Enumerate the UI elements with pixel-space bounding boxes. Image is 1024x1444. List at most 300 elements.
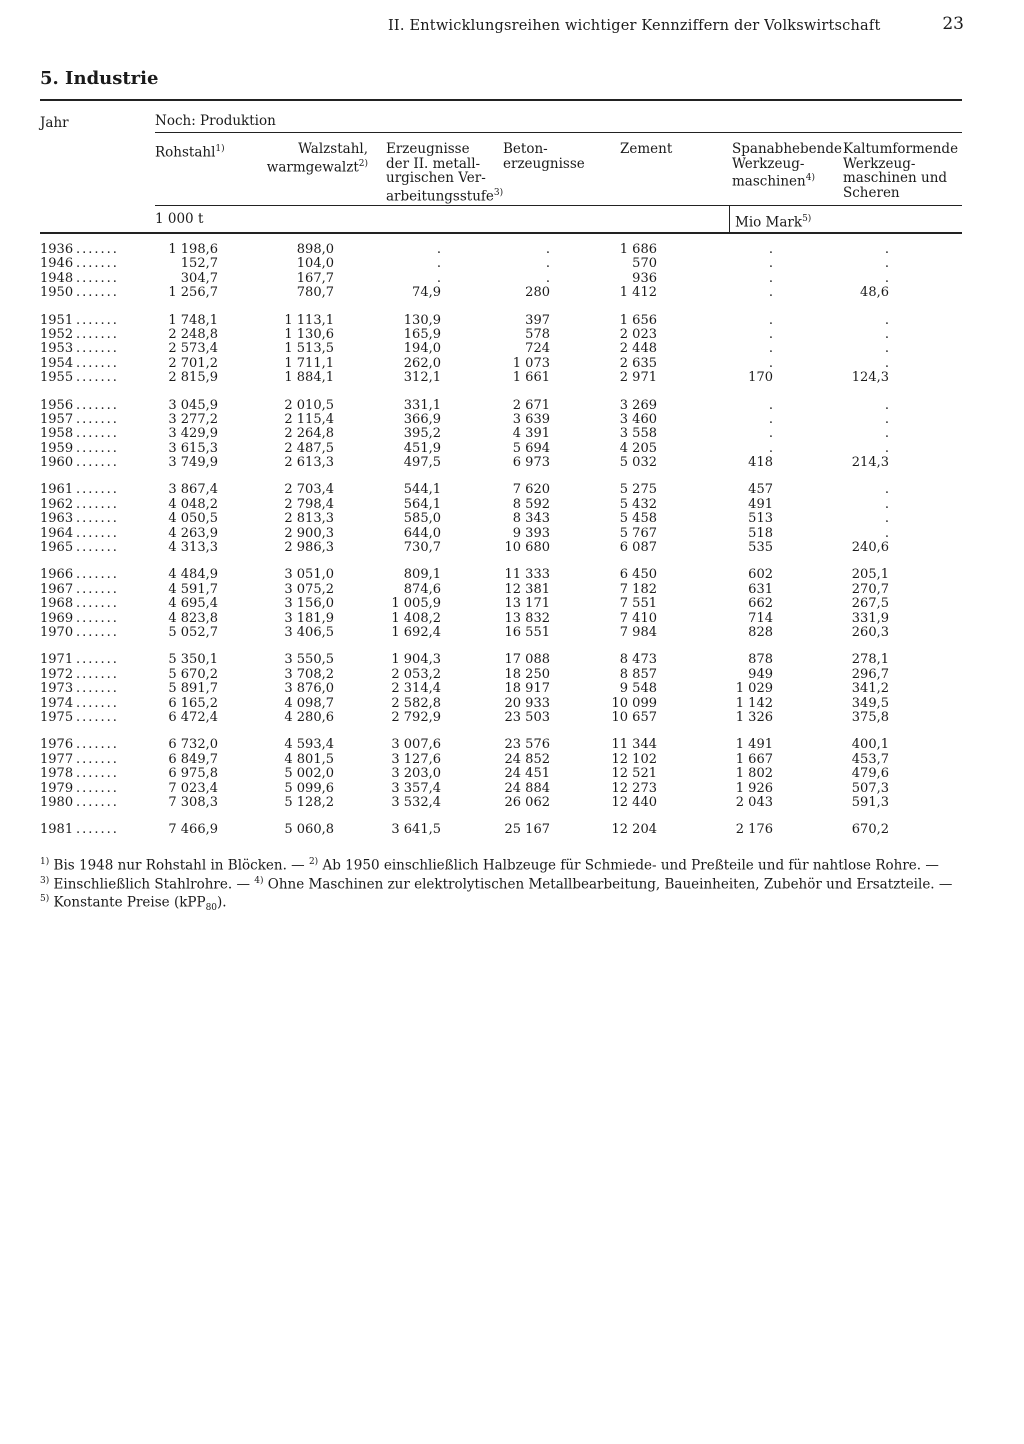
leader-dots: ....... <box>76 780 119 796</box>
value-cell: 453,7 <box>851 751 889 767</box>
value-cell: 165,9 <box>403 326 441 342</box>
value-cell: 3 181,9 <box>284 610 334 626</box>
value-cell: 3 045,9 <box>168 397 218 413</box>
value-cell: . <box>436 270 441 286</box>
year-cell: 1936 <box>40 242 74 257</box>
table-row <box>0 512 1024 526</box>
value-cell: . <box>768 312 773 328</box>
footnote-line-2: $^{3)}$ Einschließlich Stahlrohre. — $^{4)}$ Ohne Maschinen zur elektrolytischen Metallbearbeitung, Baueinheiten, Zubehör und Ersatzteile. — <box>40 875 953 892</box>
value-cell: 518 <box>748 525 773 541</box>
value-cell: 418 <box>748 455 773 471</box>
value-cell: 2 176 <box>735 822 773 838</box>
table-row <box>0 257 1024 271</box>
table-row <box>0 483 1024 497</box>
year-cell: 1974 <box>40 695 74 711</box>
year-cell: 1979 <box>40 780 74 796</box>
year-cell: 1957 <box>40 411 74 427</box>
leader-dots: ....... <box>76 312 119 328</box>
value-cell: 7 023,4 <box>168 780 218 796</box>
value-cell: 16 551 <box>504 624 550 640</box>
unit-label-mio-mark: Mio Mark$^{5)}$ <box>735 214 812 231</box>
value-cell: 5 432 <box>619 496 657 512</box>
value-cell: . <box>768 256 773 272</box>
value-cell: 2 487,5 <box>284 440 334 456</box>
leader-dots: ....... <box>76 326 119 342</box>
value-cell: 3 641,5 <box>391 822 441 838</box>
table-body <box>0 243 1024 838</box>
year-cell: 1969 <box>40 610 74 626</box>
value-cell: 397 <box>525 312 550 328</box>
year-cell: 1953 <box>40 341 74 357</box>
value-cell: 12 521 <box>611 766 657 782</box>
value-cell: 23 503 <box>504 709 550 725</box>
value-cell: 6 165,2 <box>168 695 218 711</box>
value-cell: 780,7 <box>296 285 334 301</box>
value-cell: 3 156,0 <box>284 596 334 612</box>
value-cell: 1 198,6 <box>168 242 218 257</box>
value-cell: 24 884 <box>504 780 550 796</box>
year-cell: 1955 <box>40 370 74 386</box>
table-row <box>0 612 1024 626</box>
table-row <box>0 753 1024 767</box>
value-cell: 3 269 <box>619 397 657 413</box>
value-cell: . <box>884 312 889 328</box>
value-cell: 1 926 <box>735 780 773 796</box>
table-row <box>0 668 1024 682</box>
value-cell: 585,0 <box>403 511 441 527</box>
value-cell: 3 429,9 <box>168 426 218 442</box>
value-cell: 3 708,2 <box>284 666 334 682</box>
year-cell: 1970 <box>40 624 74 640</box>
value-cell: 10 657 <box>611 709 657 725</box>
value-cell: 1 073 <box>512 355 550 371</box>
value-cell: 7 984 <box>619 624 657 640</box>
value-cell: 3 051,0 <box>284 567 334 583</box>
leader-dots: ....... <box>76 496 119 512</box>
value-cell: 4 050,5 <box>168 511 218 527</box>
section-title: 5. Industrie <box>40 68 159 89</box>
value-cell: 2 573,4 <box>168 341 218 357</box>
leader-dots: ....... <box>76 511 119 527</box>
value-cell: 4 280,6 <box>284 709 334 725</box>
year-cell: 1980 <box>40 794 74 810</box>
value-cell: 104,0 <box>296 256 334 272</box>
leader-dots: ....... <box>76 370 119 386</box>
value-cell: . <box>436 242 441 257</box>
value-cell: 24 451 <box>504 766 550 782</box>
value-cell: 4 098,7 <box>284 695 334 711</box>
value-cell: 507,3 <box>851 780 889 796</box>
value-cell: 457 <box>748 482 773 498</box>
value-cell: 3 007,6 <box>391 737 441 753</box>
year-cell: 1961 <box>40 482 74 498</box>
value-cell: . <box>768 411 773 427</box>
value-cell: 3 532,4 <box>391 794 441 810</box>
leader-dots: ....... <box>76 666 119 682</box>
units-top-rule <box>155 205 962 206</box>
leader-dots: ....... <box>76 525 119 541</box>
value-cell: 4 313,3 <box>168 540 218 556</box>
leader-dots: ....... <box>76 482 119 498</box>
group-header: Noch: Produktion <box>155 113 276 129</box>
value-cell: 17 088 <box>504 652 550 668</box>
value-cell: 564,1 <box>403 496 441 512</box>
table-row <box>0 371 1024 385</box>
leader-dots: ....... <box>76 567 119 583</box>
value-cell: 18 917 <box>504 681 550 697</box>
leader-dots: ....... <box>76 652 119 668</box>
value-cell: 6 450 <box>619 567 657 583</box>
value-cell: 395,2 <box>403 426 441 442</box>
value-cell: 280 <box>525 285 550 301</box>
value-cell: 6 973 <box>512 455 550 471</box>
value-cell: 602 <box>748 567 773 583</box>
value-cell: 3 550,5 <box>284 652 334 668</box>
value-cell: 260,3 <box>851 624 889 640</box>
leader-dots: ....... <box>76 624 119 640</box>
value-cell: 5 458 <box>619 511 657 527</box>
value-cell: . <box>884 341 889 357</box>
unit-divider <box>729 205 730 232</box>
value-cell: 3 558 <box>619 426 657 442</box>
value-cell: 2 792,9 <box>391 709 441 725</box>
value-cell: 5 128,2 <box>284 794 334 810</box>
leader-dots: ....... <box>76 822 119 838</box>
leader-dots: ....... <box>76 455 119 471</box>
year-cell: 1981 <box>40 822 74 838</box>
value-cell: 5 891,7 <box>168 681 218 697</box>
value-cell: 2 813,3 <box>284 511 334 527</box>
value-cell: 1 667 <box>735 751 773 767</box>
value-cell: 12 204 <box>611 822 657 838</box>
value-cell: . <box>884 397 889 413</box>
leader-dots: ....... <box>76 341 119 357</box>
year-cell: 1952 <box>40 326 74 342</box>
leader-dots: ....... <box>76 355 119 371</box>
leader-dots: ....... <box>76 270 119 286</box>
value-cell: 4 593,4 <box>284 737 334 753</box>
leader-dots: ....... <box>76 256 119 272</box>
leader-dots: ....... <box>76 581 119 597</box>
value-cell: 9 393 <box>512 525 550 541</box>
value-cell: 3 277,2 <box>168 411 218 427</box>
year-cell: 1973 <box>40 681 74 697</box>
value-cell: 1 711,1 <box>284 355 334 371</box>
value-cell: 341,2 <box>851 681 889 697</box>
value-cell: 949 <box>748 666 773 682</box>
value-cell: 26 062 <box>504 794 550 810</box>
year-cell: 1951 <box>40 312 74 328</box>
value-cell: 1 661 <box>512 370 550 386</box>
value-cell: 366,9 <box>403 411 441 427</box>
leader-dots: ....... <box>76 737 119 753</box>
column-header-betonerzeugnisse: Beton- erzeugnisse <box>503 141 585 172</box>
value-cell: . <box>884 256 889 272</box>
value-cell: 10 680 <box>504 540 550 556</box>
value-cell: 3 357,4 <box>391 780 441 796</box>
value-cell: . <box>768 355 773 371</box>
value-cell: 167,7 <box>296 270 334 286</box>
value-cell: 497,5 <box>403 455 441 471</box>
value-cell: 130,9 <box>403 312 441 328</box>
value-cell: 8 343 <box>512 511 550 527</box>
column-header-spanabhebende: Spanabhebende Werkzeug- maschinen$^{4)}$ <box>732 141 842 190</box>
value-cell: 878 <box>748 652 773 668</box>
table-row <box>0 342 1024 356</box>
leader-dots: ....... <box>76 794 119 810</box>
value-cell: 2 264,8 <box>284 426 334 442</box>
value-cell: 2 314,4 <box>391 681 441 697</box>
value-cell: . <box>768 326 773 342</box>
value-cell: 2 448 <box>619 341 657 357</box>
value-cell: 544,1 <box>403 482 441 498</box>
value-cell: 2 703,4 <box>284 482 334 498</box>
value-cell: 2 010,5 <box>284 397 334 413</box>
value-cell: 267,5 <box>851 596 889 612</box>
value-cell: 296,7 <box>851 666 889 682</box>
value-cell: 6 849,7 <box>168 751 218 767</box>
value-cell: 2 986,3 <box>284 540 334 556</box>
value-cell: 724 <box>525 341 550 357</box>
table-row <box>0 272 1024 286</box>
value-cell: . <box>884 482 889 498</box>
value-cell: 214,3 <box>851 455 889 471</box>
value-cell: 670,2 <box>851 822 889 838</box>
running-header: II. Entwicklungsreihen wichtiger Kennziffern der Volkswirtschaft <box>388 18 881 34</box>
leader-dots: ....... <box>76 610 119 626</box>
value-cell: 12 440 <box>611 794 657 810</box>
table-row <box>0 413 1024 427</box>
year-cell: 1956 <box>40 397 74 413</box>
year-cell: 1959 <box>40 440 74 456</box>
value-cell: 1 326 <box>735 709 773 725</box>
value-cell: 1 904,3 <box>391 652 441 668</box>
table-row <box>0 286 1024 300</box>
value-cell: . <box>768 270 773 286</box>
value-cell: 23 576 <box>504 737 550 753</box>
value-cell: 5 032 <box>619 455 657 471</box>
value-cell: 3 639 <box>512 411 550 427</box>
table-row <box>0 583 1024 597</box>
table-row <box>0 541 1024 555</box>
table-top-rule <box>40 99 962 101</box>
value-cell: . <box>884 511 889 527</box>
value-cell: 3 203,0 <box>391 766 441 782</box>
value-cell: 12 102 <box>611 751 657 767</box>
value-cell: 2 248,8 <box>168 326 218 342</box>
value-cell: 1 142 <box>735 695 773 711</box>
value-cell: 1 412 <box>619 285 657 301</box>
value-cell: 205,1 <box>851 567 889 583</box>
value-cell: 3 867,4 <box>168 482 218 498</box>
value-cell: 1 130,6 <box>284 326 334 342</box>
group-header-rule <box>155 132 962 133</box>
year-cell: 1966 <box>40 567 74 583</box>
value-cell: 1 748,1 <box>168 312 218 328</box>
value-cell: 3 749,9 <box>168 455 218 471</box>
value-cell: 535 <box>748 540 773 556</box>
table-row <box>0 738 1024 752</box>
value-cell: 20 933 <box>504 695 550 711</box>
table-row <box>0 823 1024 837</box>
value-cell: 13 832 <box>504 610 550 626</box>
value-cell: 9 548 <box>619 681 657 697</box>
value-cell: 25 167 <box>504 822 550 838</box>
value-cell: 4 391 <box>512 426 550 442</box>
value-cell: 4 591,7 <box>168 581 218 597</box>
value-cell: 11 333 <box>504 567 550 583</box>
year-column-header: Jahr <box>40 115 69 131</box>
value-cell: . <box>884 496 889 512</box>
value-cell: 2 900,3 <box>284 525 334 541</box>
value-cell: . <box>436 256 441 272</box>
value-cell: 513 <box>748 511 773 527</box>
leader-dots: ....... <box>76 397 119 413</box>
column-header-zement: Zement <box>620 141 673 157</box>
value-cell: 479,6 <box>851 766 889 782</box>
leader-dots: ....... <box>76 695 119 711</box>
value-cell: 1 408,2 <box>391 610 441 626</box>
leader-dots: ....... <box>76 751 119 767</box>
table-row <box>0 796 1024 810</box>
value-cell: 331,9 <box>851 610 889 626</box>
value-cell: 6 087 <box>619 540 657 556</box>
column-header-walzstahl: Walzstahl, warmgewalzt$^{2)}$ <box>266 141 368 175</box>
value-cell: 4 205 <box>619 440 657 456</box>
value-cell: 375,8 <box>851 709 889 725</box>
leader-dots: ....... <box>76 285 119 301</box>
value-cell: 4 823,8 <box>168 610 218 626</box>
value-cell: 6 472,4 <box>168 709 218 725</box>
year-cell: 1975 <box>40 709 74 725</box>
footnote-line-3: $^{5)}$ Konstante Preise (kPP$_{80}$). <box>40 894 227 914</box>
value-cell: 2 613,3 <box>284 455 334 471</box>
table-row <box>0 357 1024 371</box>
value-cell: 7 410 <box>619 610 657 626</box>
table-row <box>0 314 1024 328</box>
value-cell: 8 592 <box>512 496 550 512</box>
value-cell: 491 <box>748 496 773 512</box>
table-row <box>0 767 1024 781</box>
value-cell: 1 029 <box>735 681 773 697</box>
value-cell: 3 075,2 <box>284 581 334 597</box>
value-cell: 591,3 <box>851 794 889 810</box>
value-cell: 331,1 <box>403 397 441 413</box>
value-cell: 2 053,2 <box>391 666 441 682</box>
leader-dots: ....... <box>76 540 119 556</box>
value-cell: 8 857 <box>619 666 657 682</box>
year-cell: 1971 <box>40 652 74 668</box>
value-cell: 5 002,0 <box>284 766 334 782</box>
value-cell: 828 <box>748 624 773 640</box>
year-cell: 1950 <box>40 285 74 301</box>
value-cell: 5 099,6 <box>284 780 334 796</box>
footnotes <box>40 855 970 916</box>
value-cell: 349,5 <box>851 695 889 711</box>
value-cell: 2 115,4 <box>284 411 334 427</box>
year-cell: 1954 <box>40 355 74 371</box>
value-cell: 3 127,6 <box>391 751 441 767</box>
value-cell: 7 182 <box>619 581 657 597</box>
value-cell: 3 876,0 <box>284 681 334 697</box>
value-cell: 74,9 <box>412 285 441 301</box>
leader-dots: ....... <box>76 411 119 427</box>
value-cell: 13 171 <box>504 596 550 612</box>
value-cell: 3 615,3 <box>168 440 218 456</box>
value-cell: . <box>768 341 773 357</box>
value-cell: 3 406,5 <box>284 624 334 640</box>
value-cell: 5 670,2 <box>168 666 218 682</box>
value-cell: 5 350,1 <box>168 652 218 668</box>
value-cell: 24 852 <box>504 751 550 767</box>
year-cell: 1958 <box>40 426 74 442</box>
table-row <box>0 626 1024 640</box>
value-cell: 2 971 <box>619 370 657 386</box>
value-cell: 5 052,7 <box>168 624 218 640</box>
value-cell: 4 048,2 <box>168 496 218 512</box>
value-cell: 12 381 <box>504 581 550 597</box>
value-cell: 124,3 <box>851 370 889 386</box>
value-cell: 312,1 <box>403 370 441 386</box>
value-cell: 8 473 <box>619 652 657 668</box>
value-cell: 1 113,1 <box>284 312 334 328</box>
value-cell: 4 695,4 <box>168 596 218 612</box>
value-cell: 1 692,4 <box>391 624 441 640</box>
table-row <box>0 427 1024 441</box>
value-cell: 4 484,9 <box>168 567 218 583</box>
year-cell: 1978 <box>40 766 74 782</box>
value-cell: 304,7 <box>180 270 218 286</box>
table-row <box>0 697 1024 711</box>
year-cell: 1963 <box>40 511 74 527</box>
value-cell: 278,1 <box>851 652 889 668</box>
value-cell: 2 043 <box>735 794 773 810</box>
year-cell: 1948 <box>40 270 74 286</box>
value-cell: 5 767 <box>619 525 657 541</box>
value-cell: 6 975,8 <box>168 766 218 782</box>
value-cell: 270,7 <box>851 581 889 597</box>
value-cell: 730,7 <box>403 540 441 556</box>
value-cell: . <box>884 242 889 257</box>
value-cell: 48,6 <box>860 285 889 301</box>
value-cell: 714 <box>748 610 773 626</box>
year-cell: 1976 <box>40 737 74 753</box>
value-cell: 2 582,8 <box>391 695 441 711</box>
table-row <box>0 527 1024 541</box>
value-cell: 2 023 <box>619 326 657 342</box>
value-cell: . <box>884 525 889 541</box>
column-header-rohstahl: Rohstahl$^{1)}$ <box>155 144 225 161</box>
value-cell: 5 060,8 <box>284 822 334 838</box>
value-cell: 7 620 <box>512 482 550 498</box>
value-cell: 10 099 <box>611 695 657 711</box>
year-cell: 1967 <box>40 581 74 597</box>
value-cell: 631 <box>748 581 773 597</box>
value-cell: 898,0 <box>296 242 334 257</box>
footnote-line-1: $^{1)}$ Bis 1948 nur Rohstahl in Blöcken. — $^{2)}$ Ab 1950 einschließlich Halbzeuge für Schmiede- und Preßteile und für nahtlose Rohre. — <box>40 857 939 874</box>
value-cell: 1 802 <box>735 766 773 782</box>
value-cell: . <box>884 355 889 371</box>
year-cell: 1962 <box>40 496 74 512</box>
value-cell: 570 <box>632 256 657 272</box>
value-cell: . <box>884 326 889 342</box>
table-row <box>0 328 1024 342</box>
table-row <box>0 498 1024 512</box>
value-cell: 1 884,1 <box>284 370 334 386</box>
table-row <box>0 243 1024 257</box>
value-cell: 7 466,9 <box>168 822 218 838</box>
leader-dots: ....... <box>76 440 119 456</box>
